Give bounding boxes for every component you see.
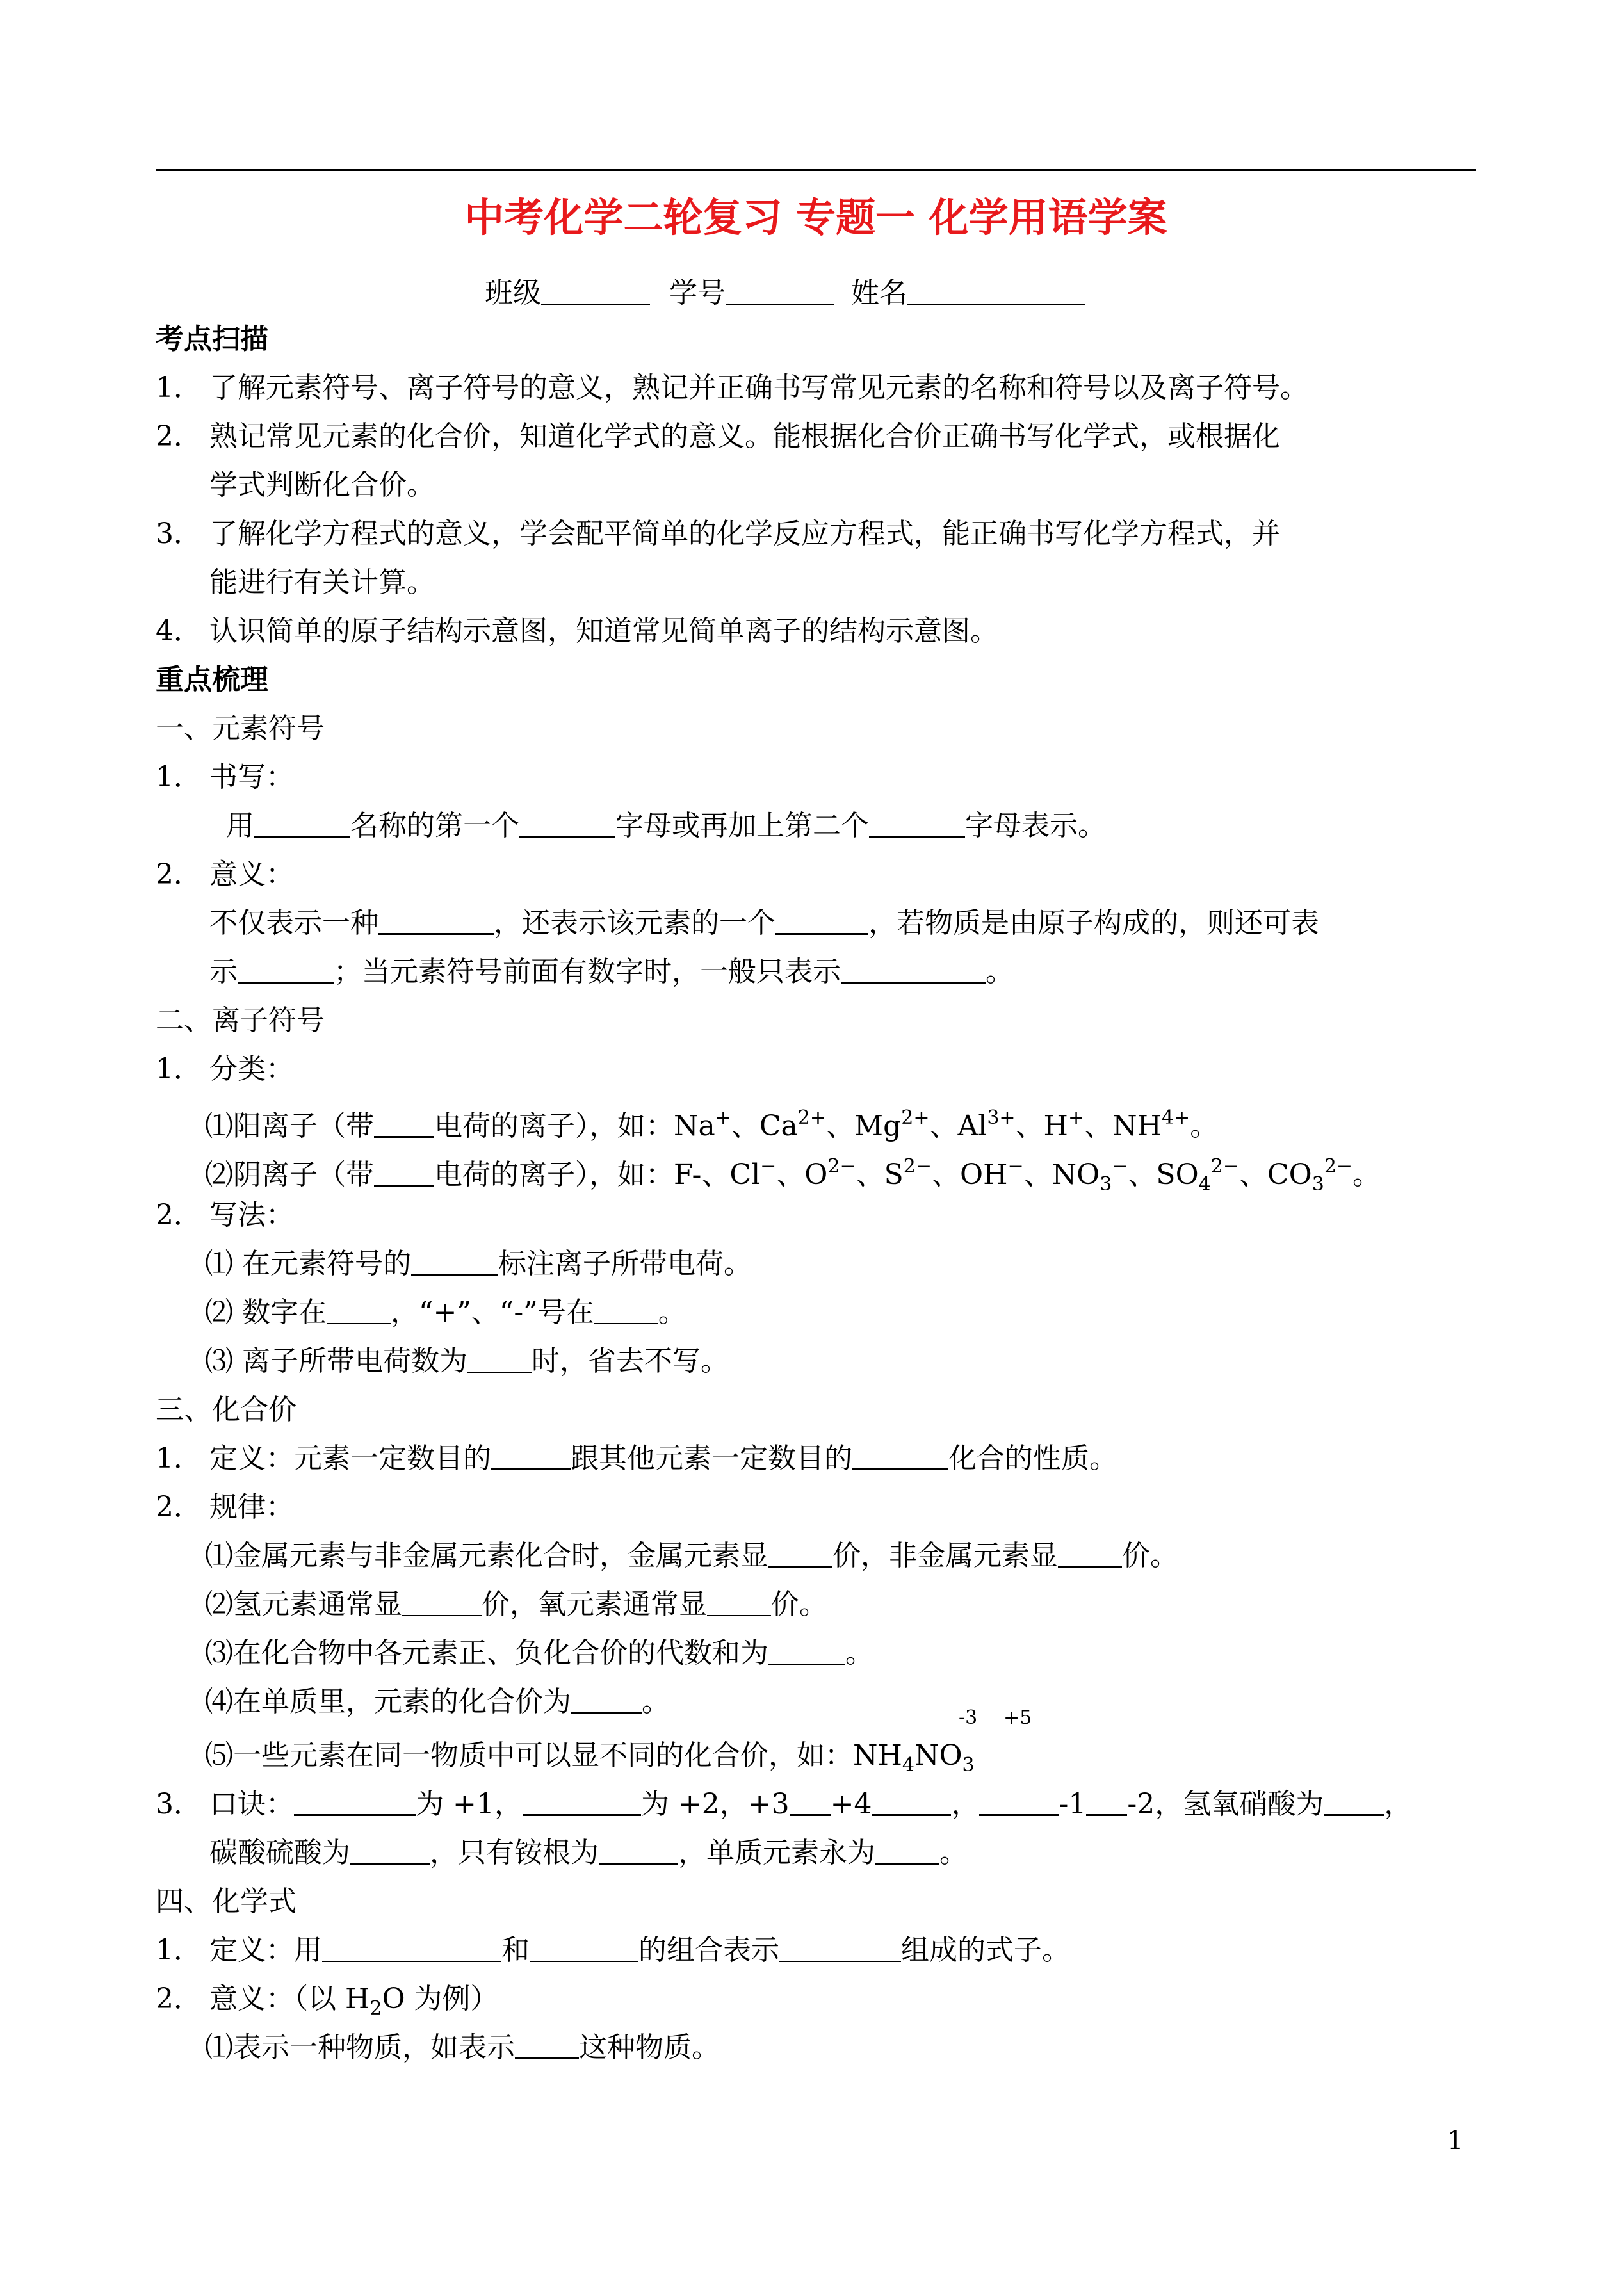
valence-mark-n2: +5 — [1003, 1707, 1032, 1729]
blank[interactable] — [350, 1835, 430, 1865]
blank[interactable] — [519, 807, 615, 838]
header-rule — [156, 169, 1476, 171]
s2-item-1-label: 1． 分类： — [156, 1053, 294, 1085]
class-field[interactable] — [541, 275, 650, 305]
scan-item-2-cont: 学式判断化合价。 — [209, 469, 435, 501]
s3-definition: 1． 定义：元素一定数目的 跟其他元素一定数目的 化合的性质。 — [156, 1434, 1117, 1483]
blank[interactable] — [707, 1587, 771, 1616]
section-heading-ion-symbols: 二、离子符号 — [156, 1004, 325, 1037]
s2-cations: ⑴阳离子（带 电荷的离子），如：Na+、$Ca^{2+}$、$Mg^{2+}$、$Al^{3+}$、H+、$NH^{4+}$。 — [205, 1107, 1219, 1142]
blank[interactable] — [467, 1343, 532, 1373]
blank[interactable] — [594, 1295, 658, 1324]
section-heading-review: 重点梳理 — [156, 663, 268, 696]
s3-item-2-label: 2． 规律： — [156, 1491, 294, 1523]
section-heading-scan: 考点扫描 — [156, 323, 268, 355]
student-id-field[interactable] — [726, 275, 834, 305]
blank[interactable] — [571, 1683, 642, 1714]
blank[interactable] — [238, 954, 334, 984]
s1-item-2-label: 2． 意义： — [156, 858, 294, 891]
blank[interactable] — [1086, 1786, 1127, 1816]
blank[interactable] — [775, 905, 868, 935]
student-id-label: 学号 — [669, 277, 726, 309]
class-label: 班级 — [485, 277, 541, 309]
s3-rule-3: ⑶在化合物中各元素正、负化合价的代数和为 。 — [205, 1637, 873, 1669]
nh4no3-formula: $NH_4NO_3$ — [853, 1739, 975, 1776]
blank[interactable] — [599, 1835, 678, 1865]
section-heading-element-symbols: 一、元素符号 — [156, 712, 325, 745]
scan-item-3-cont: 能进行有关计算。 — [209, 566, 435, 599]
blank[interactable] — [1058, 1538, 1122, 1568]
blank[interactable] — [322, 1933, 501, 1962]
scan-item-1: 1． 了解元素符号、离子符号的意义，熟记并正确书写常见元素的名称和符号以及离子符号。 — [156, 371, 1308, 404]
blank[interactable] — [378, 905, 494, 935]
s2-writing-1: ⑴ 在元素符号的 标注离子所带电荷。 — [205, 1247, 752, 1280]
blank[interactable] — [374, 1108, 434, 1138]
blank[interactable] — [523, 1786, 641, 1816]
section-heading-valence: 三、化合价 — [156, 1393, 296, 1426]
scan-item-4: 4． 认识简单的原子结构示意图，知道常见简单离子的结构示意图。 — [156, 615, 998, 647]
s3-rule-4: ⑷在单质里，元素的化合价为 。 — [205, 1678, 670, 1726]
blank[interactable] — [872, 1786, 951, 1816]
s1-item-2-text-cont: 示 ；当元素符号前面有数字时，一般只表示 。 — [209, 955, 1014, 988]
s3-rule-5: ⑸一些元素在同一物质中可以显不同的化合价，如：$NH_4NO_3$ — [205, 1739, 975, 1776]
blank[interactable] — [779, 1933, 901, 1962]
blank[interactable] — [852, 1440, 948, 1470]
s1-item-2-text: 不仅表示一种 ，还表示该元素的一个 ，若物质是由原子构成的，则还可表 — [209, 899, 1319, 948]
section-heading-chemical-formula: 四、化学式 — [156, 1885, 296, 1918]
blank[interactable] — [1324, 1786, 1384, 1816]
s4-meaning-1: ⑴表示一种物质，如表示 这种物质。 — [205, 2023, 720, 2072]
blank[interactable] — [530, 1933, 638, 1962]
s3-rule-1: ⑴金属元素与非金属元素化合时，金属元素显 价，非金属元素显 价。 — [205, 1539, 1178, 1572]
blank[interactable] — [790, 1786, 831, 1816]
blank[interactable] — [875, 1835, 939, 1865]
s2-writing-3: ⑶ 离子所带电荷数为 时，省去不写。 — [205, 1345, 729, 1377]
s1-item-1-text: 用 名称的第一个 字母或再加上第二个 字母表示。 — [226, 802, 1106, 850]
blank[interactable] — [979, 1786, 1059, 1816]
s3-mnemonic-cont: 碳酸硫酸为 ，只有铵根为 ，单质元素永为 。 — [209, 1837, 968, 1869]
blank[interactable] — [491, 1440, 571, 1470]
blank[interactable] — [374, 1156, 434, 1187]
blank[interactable] — [411, 1246, 498, 1276]
s2-item-2-label: 2． 写法： — [156, 1199, 294, 1231]
scan-item-2: 2． 熟记常见元素的化合价，知道化学式的意义。能根据化合价正确书写化学式，或根据化 — [156, 420, 1280, 453]
blank[interactable] — [294, 1786, 416, 1816]
blank[interactable] — [402, 1587, 482, 1616]
blank[interactable] — [327, 1295, 391, 1324]
s4-meaning-label: 2． 意义：（以 $H_2O$ 为例） — [156, 1983, 499, 2020]
s2-writing-2: ⑵ 数字在 ，“+”、“-”号在 。 — [205, 1296, 686, 1329]
student-info-line — [485, 269, 1085, 318]
scan-item-3: 3． 了解化学方程式的意义，学会配平简单的化学反应方程式，能正确书写化学方程式，并 — [156, 517, 1280, 550]
page-number: 1 — [1447, 2126, 1464, 2155]
blank[interactable] — [869, 807, 965, 838]
s1-item-1-label: 1． 书写： — [156, 761, 294, 793]
page-title: 中考化学二轮复习 专题一 化学用语学案 — [464, 194, 1167, 241]
s3-rule-2: ⑵氢元素通常显 价，氧元素通常显 价。 — [205, 1588, 827, 1621]
s3-mnemonic: 3． 口诀： 为 +1， 为 +2，+3 +4 ， -1 -2，氢氧硝酸为 ， — [156, 1780, 1412, 1829]
s2-anions: ⑵阴离子（带 电荷的离子），如：F-、Cl−、$O^{2-}$、$S^{2-}$、OH−、$NO_3^-$、$SO_4^{2-}$、$CO_3^{2-}$。 — [205, 1155, 1381, 1196]
blank[interactable] — [841, 954, 986, 984]
name-field[interactable] — [907, 275, 1085, 305]
s4-definition: 1． 定义：用 和 的组合表示 组成的式子。 — [156, 1934, 1070, 1967]
blank[interactable] — [768, 1538, 832, 1568]
valence-mark-n1: -3 — [959, 1707, 978, 1729]
blank[interactable] — [768, 1635, 845, 1665]
blank[interactable] — [515, 2029, 579, 2059]
name-label: 姓名 — [851, 277, 907, 309]
blank[interactable] — [254, 807, 350, 838]
